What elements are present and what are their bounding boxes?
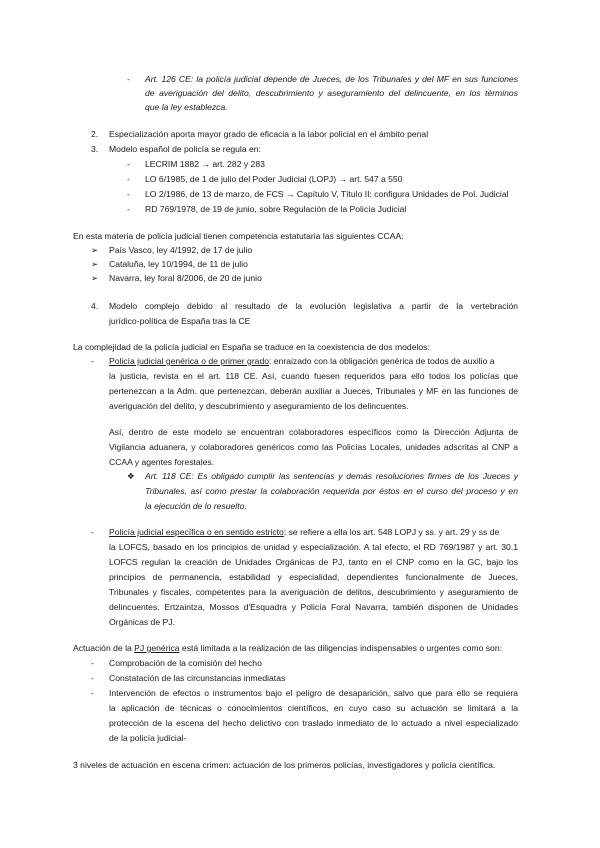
intervencion-line-2: la aplicación de técnicas o conocimientos científicos, en cuyo caso su actuación se limitará a la — [109, 703, 518, 713]
especifica-first-rest: : se refiere a ella los art. 548 LOPJ y ss. y art. 29 y ss de — [283, 527, 500, 537]
art118-line-3: la ejecución de lo resuelto. — [145, 501, 247, 511]
item-number: 4. — [91, 301, 99, 311]
especifica-line-4: principios de permanencia, estabilidad y especialidad, dependientes funcionalmente de Jueces, — [109, 572, 518, 582]
item4-line-1: Modelo complejo debido al resultado de la evolución legislativa a partir de la vertebración — [109, 301, 518, 311]
actuacion-intro — [73, 641, 502, 655]
generica-line-3: pertenezcan a la Adm. que pertenezcan, deberán auxiliar a Jueces, Tribunales y MF en las funciones de — [109, 386, 518, 396]
especifica-line-3: LOFCS regulan la creación de Unidades Orgánicas de PJ, tanto en el CNP como en la GC, bajo los — [109, 557, 518, 567]
art126-line-1: Art. 126 CE: la policía judicial depende de Jueces, de los Tribunales y del MF en sus funciones — [145, 74, 518, 84]
especifica-line-5: Tribunales y fiscales, competentes para la averiguación de delitos, descubrimiento y aseguramiento de — [109, 587, 518, 597]
bullet-marker: - — [127, 74, 130, 84]
list-item: LO 6/1985, de 1 de julio del Poder Judicial (LOPJ) → art. 547 a 550 — [145, 174, 403, 184]
list-item: Comprobación de la comisión del hecho — [109, 658, 262, 668]
bullet-marker: - — [127, 174, 130, 184]
bullet-marker: - — [91, 356, 94, 366]
especifica-line-6: delincuentes. Ertzaintza, Mossos d'Esquadra y Policía Foral Navarra, también disponen de Unidades — [109, 602, 518, 612]
arrow-bullet-icon: ➢ — [91, 245, 99, 255]
especifica-title: Policía judicial específica o en sentido estricto — [109, 527, 284, 537]
bullet-marker: - — [91, 673, 94, 683]
art126-line-3: que la ley establezca. — [145, 102, 228, 112]
list-item: Cataluña, ley 10/1994, de 11 de julio — [109, 259, 248, 269]
bullet-marker: - — [91, 658, 94, 668]
generica-title: Policía judicial genérica o de primer grado — [109, 356, 270, 366]
generica-para2-line-3: CCAA y agentes forestales. — [109, 457, 215, 467]
ccaa-intro: En esta materia de policía judicial tienen competencia estatutaria las siguientes CCAA: — [73, 231, 404, 241]
list-item: LO 2/1986, de 13 de marzo, de FCS → Capítulo V, Título II: configura Unidades de Pol. Judicial — [145, 189, 509, 199]
especifica-line-2: la LOFCS, basado en los principios de unidad y especialización. A tal efecto, el RD 769/1987 y art. 30.1 — [109, 542, 518, 552]
actuacion-intro-pre: Actuación de la — [73, 643, 135, 653]
list-item: País Vasco, ley 4/1992, de 17 de julio — [109, 245, 253, 255]
bullet-marker: - — [127, 204, 130, 214]
list-item: Constatación de las circunstancias inmediatas — [109, 673, 286, 683]
arrow-bullet-icon: ➢ — [91, 259, 99, 269]
item-number: 3. — [91, 144, 99, 154]
art118-line-2: Tribunales, así como prestar la colaboración requerida por éstos en el curso del proceso y en — [145, 486, 518, 496]
item4-line-2: jurídico-política de España tras la CE — [109, 316, 251, 326]
bullet-marker: - — [91, 527, 94, 537]
generica-line-2: la justicia, revista en el art. 118 CE. Así, cuando fuesen requeridos para ello todos los policías que — [109, 371, 518, 381]
list-item: Navarra, ley foral 8/2006, de 20 de junio — [109, 273, 262, 283]
generica-line-4: averiguación del delito, y descubrimiento y aseguramiento de los delincuentes. — [109, 401, 409, 411]
intervencion-line-1: Intervención de efectos o instrumentos bajo el peligro de desaparición, salvo que para ello se requiera — [109, 688, 518, 698]
generica-para2-line-1: Así, dentro de este modelo se encuentran colaboradores específicos como la Dirección Adjunta de — [109, 427, 518, 437]
arrow-bullet-icon: ➢ — [91, 273, 99, 283]
list-item: LECRIM 1882 → art. 282 y 283 — [145, 159, 265, 169]
intervencion-line-3: protección de la escena del hecho delictivo con traslado inmediato de lo actuado a nivel especializado — [109, 718, 518, 728]
generica-line-1 — [109, 354, 495, 368]
item3-text: Modelo español de policía se regula en: — [109, 144, 261, 154]
complejidad-intro: La complejidad de la policía judicial en España se traduce en la coexistencia de dos modelos: — [73, 342, 430, 352]
art118-line-1: Art. 118 CE: Es obligado cumplir las sentencias y demás resoluciones firmes de los Jueces y — [145, 471, 518, 481]
item2-text: Especialización aporta mayor grado de eficacia a la labor policial en el ámbito penal — [109, 129, 429, 139]
bullet-marker: - — [91, 688, 94, 698]
bullet-marker: - — [127, 159, 130, 169]
actuacion-intro-post: está limitada a la realización de las diligencias indispensables o urgentes como son: — [179, 643, 502, 653]
generica-first-rest: : enraizado con la obligación genérica de todos de auxilio a — [269, 356, 495, 366]
especifica-line-7: Orgánicas de PJ. — [109, 617, 175, 627]
diamond-bullet-icon: ❖ — [127, 471, 135, 481]
item-number: 2. — [91, 129, 99, 139]
actuacion-intro-link: PJ genérica — [134, 643, 180, 653]
list-item: RD 769/1978, de 19 de junio, sobre Regulación de la Policía Judicial — [145, 204, 407, 214]
art126-line-2: de averiguación del delito, descubrimiento y aseguramiento del delincuente, en los términos — [145, 88, 518, 98]
especifica-line-1 — [109, 525, 499, 539]
bullet-marker: - — [127, 189, 130, 199]
generica-para2-line-2: Vigilancia aduanera, y colaboradores genéricos como las Policías Locales, unidades adscritas al CNP a — [109, 442, 518, 452]
intervencion-line-4: de la policía judicial- — [109, 733, 187, 743]
niveles-paragraph: 3 niveles de actuación en escena crimen: actuación de los primeros policías, investigadores y policía científica. — [73, 760, 496, 770]
